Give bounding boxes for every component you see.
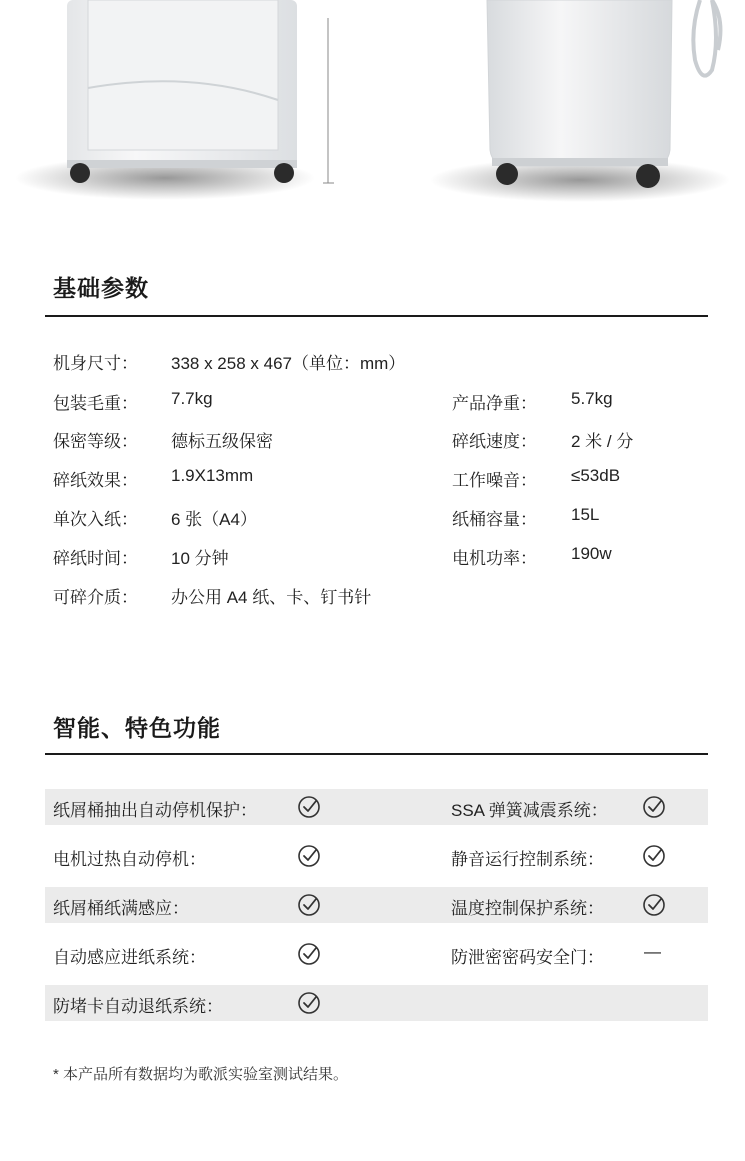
check-circle-icon (297, 795, 321, 819)
check-circle-icon (642, 844, 666, 868)
check-circle-icon (297, 991, 321, 1015)
check-circle-icon (642, 795, 666, 819)
check-circle-icon (297, 844, 321, 868)
spec-label-security-level: 保密等级： (53, 432, 138, 451)
spec-label-sheet-capacity: 单次入纸： (53, 510, 138, 529)
spec-value-motor-power: 190w (571, 544, 612, 563)
spec-value-speed: 2 米 / 分 (571, 432, 634, 451)
spec-value-run-time: 10 分钟 (171, 549, 229, 568)
not-supported-dash: — (644, 942, 661, 961)
feature-label: 电机过热自动停机： (53, 850, 206, 869)
spec-label-motor-power: 电机功率： (452, 549, 537, 568)
feature-row (45, 936, 708, 972)
feature-label: 静音运行控制系统： (451, 850, 604, 869)
spec-label-size: 机身尺寸： (53, 354, 138, 373)
feature-row (45, 789, 708, 825)
features-title: 智能、特色功能 (53, 715, 221, 741)
specs-title: 基础参数 (53, 275, 149, 301)
feature-label: 防堵卡自动退纸系统： (53, 997, 223, 1016)
spec-label-net-weight: 产品净重： (452, 394, 537, 413)
feature-label: 防泄密密码安全门： (451, 948, 604, 967)
spec-label-noise: 工作噪音： (452, 471, 537, 490)
spec-label-cut-size: 碎纸效果： (53, 471, 138, 490)
features-divider (45, 753, 708, 755)
feature-label: 温度控制保护系统： (451, 899, 604, 918)
feature-label: 自动感应进纸系统： (53, 948, 206, 967)
spec-label-bin-capacity: 纸桶容量： (452, 510, 537, 529)
feature-label: SSA 弹簧减震系统： (451, 801, 608, 820)
spec-value-cut-size: 1.9X13mm (171, 466, 254, 485)
spec-value-bin-capacity: 15L (571, 505, 600, 524)
feature-row (45, 838, 708, 874)
footnote: * 本产品所有数据均为歌派实验室测试结果。 (53, 1066, 349, 1083)
spec-label-run-time: 碎纸时间： (53, 549, 138, 568)
spec-value-noise: ≤53dB (571, 466, 621, 485)
feature-label: 纸屑桶纸满感应： (53, 899, 189, 918)
feature-row (45, 887, 708, 923)
specs-divider (45, 315, 708, 317)
spec-value-size: 338 x 258 x 467（单位：mm） (171, 354, 406, 373)
spec-label-gross-weight: 包装毛重： (53, 394, 138, 413)
spec-value-gross-weight: 7.7kg (171, 389, 213, 408)
check-circle-icon (642, 893, 666, 917)
spec-value-media: 办公用 A4 纸、卡、钉书针 (171, 588, 372, 607)
check-circle-icon (297, 942, 321, 966)
spec-value-sheet-capacity: 6 张（A4） (171, 510, 257, 529)
spec-value-net-weight: 5.7kg (571, 389, 613, 408)
spec-label-speed: 碎纸速度： (452, 432, 537, 451)
check-circle-icon (297, 893, 321, 917)
product-photo (0, 0, 745, 215)
feature-label: 纸屑桶抽出自动停机保护： (53, 801, 257, 820)
spec-value-security-level: 德标五级保密 (171, 432, 273, 451)
feature-row (45, 985, 708, 1021)
spec-label-media: 可碎介质： (53, 588, 138, 607)
